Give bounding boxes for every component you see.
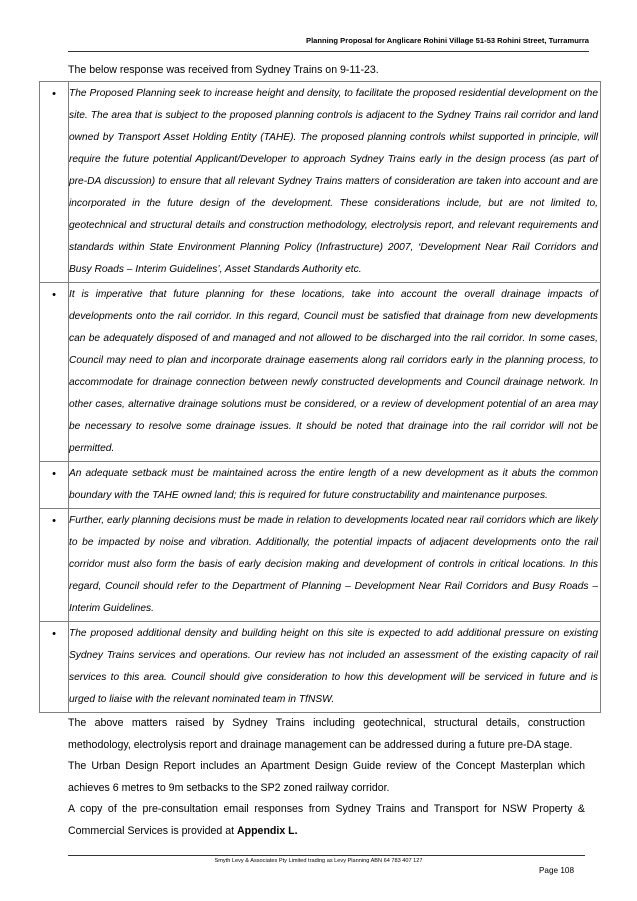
response-item-3: An adequate setback must be maintained across the entire length of a new development as it abuts the common boundary with the TAHE owned land; this is required for future constructability and maintenance purposes. — [69, 462, 601, 509]
table-row — [40, 509, 601, 622]
response-item-2: It is imperative that future planning for these locations, take into account the overall drainage impacts of developments onto the rail corridor. In this regard, Council must be satisfied that drainage from new developments can be adequately disposed of and managed and not allowed to be discharged into the rail corridor. In some cases, Council may need to plan and incorporate drainage easements along rail corridors early in the planning process, to accommodate for drainage connection between newly constructed developments and Council drainage network. In other cases, alternative drainage solutions must be considered, or a review of development potential of an area may be necessary to resolve some drainage issues. It should be noted that drainage into the rail corridor will not be permitted. — [69, 283, 601, 462]
footer-rule — [68, 855, 585, 856]
response-item-4: Further, early planning decisions must be made in relation to developments located near rail corridors which are likely to be impacted by noise and vibration. Additionally, the potential impacts of adjacent developments onto the rail corridor must also form the basis of early decision making and development of controls in critical locations. In this regard, Council should refer to the Department of Planning – Development Near Rail Corridors and Busy Roads – Interim Guidelines. — [69, 509, 601, 622]
appendix-sentence: A copy of the pre-consultation email responses from Sydney Trains and Transport for NSW Property & Commercial Services is provided at — [68, 803, 585, 837]
bullet: • — [40, 82, 69, 283]
body-paragraph-3 — [68, 799, 585, 842]
bullet: • — [40, 462, 69, 509]
table-row — [40, 622, 601, 713]
page-number: Page 108 — [538, 866, 574, 875]
body-paragraph-2: The Urban Design Report includes an Apartment Design Guide review of the Concept Masterplan which achieves 6 metres to 9m setbacks to the SP2 zoned railway corridor. — [68, 760, 585, 794]
bullet: • — [40, 622, 69, 713]
header-rule — [68, 51, 589, 52]
response-item-5: The proposed additional density and building height on this site is expected to add additional pressure on existing Sydney Trains services and operations. Our review has not included an assessment of the existing capacity of rail services to this area. Council should give consideration to how this development will be serviced in future and is urged to liaise with the relevant nominated team in TfNSW. — [69, 622, 601, 713]
appendix-reference: Appendix L. — [236, 824, 298, 837]
body-paragraph-1: The above matters raised by Sydney Trains including geotechnical, structural details, construction methodology, electrolysis report and drainage management can be addressed during a future pre-DA stage. — [68, 717, 585, 751]
footer-company: Smyth Levy & Associates Pty Limited trading as Levy Planning ABN 64 783 407 127 — [214, 858, 423, 864]
page-header: Planning Proposal for Anglicare Rohini Village 51-53 Rohini Street, Turramurra — [306, 36, 589, 45]
bullet: • — [40, 283, 69, 462]
intro-sentence: The below response was received from Sydney Trains on 9-11-23. — [68, 64, 379, 76]
response-item-1: The Proposed Planning seek to increase height and density, to facilitate the proposed residential development on the site. The area that is subject to the proposed planning controls is adjacent to the Sydney Trains rail corridor and land owned by Transport Asset Holding Entity (TAHE). The proposed planning controls whilst supported in principle, will require the future potential Applicant/Developer to approach Sydney Trains early in the design process (as part of pre-DA discussion) to ensure that all relevant Sydney Trains matters of consideration are taken into account and are incorporated in the future design of the development. These considerations include, but are not limited to, geotechnical and structural details and construction methodology, electrolysis report, and relevant requirements and standards within State Environment Planning Policy (Infrastructure) 2007, ‘Development Near Rail Corridors and Busy Roads – Interim Guidelines’, Asset Standards Authority etc. — [69, 82, 601, 283]
table-row — [40, 283, 601, 462]
response-table — [39, 81, 601, 713]
bullet: • — [40, 509, 69, 622]
table-row — [40, 82, 601, 283]
table-row — [40, 462, 601, 509]
